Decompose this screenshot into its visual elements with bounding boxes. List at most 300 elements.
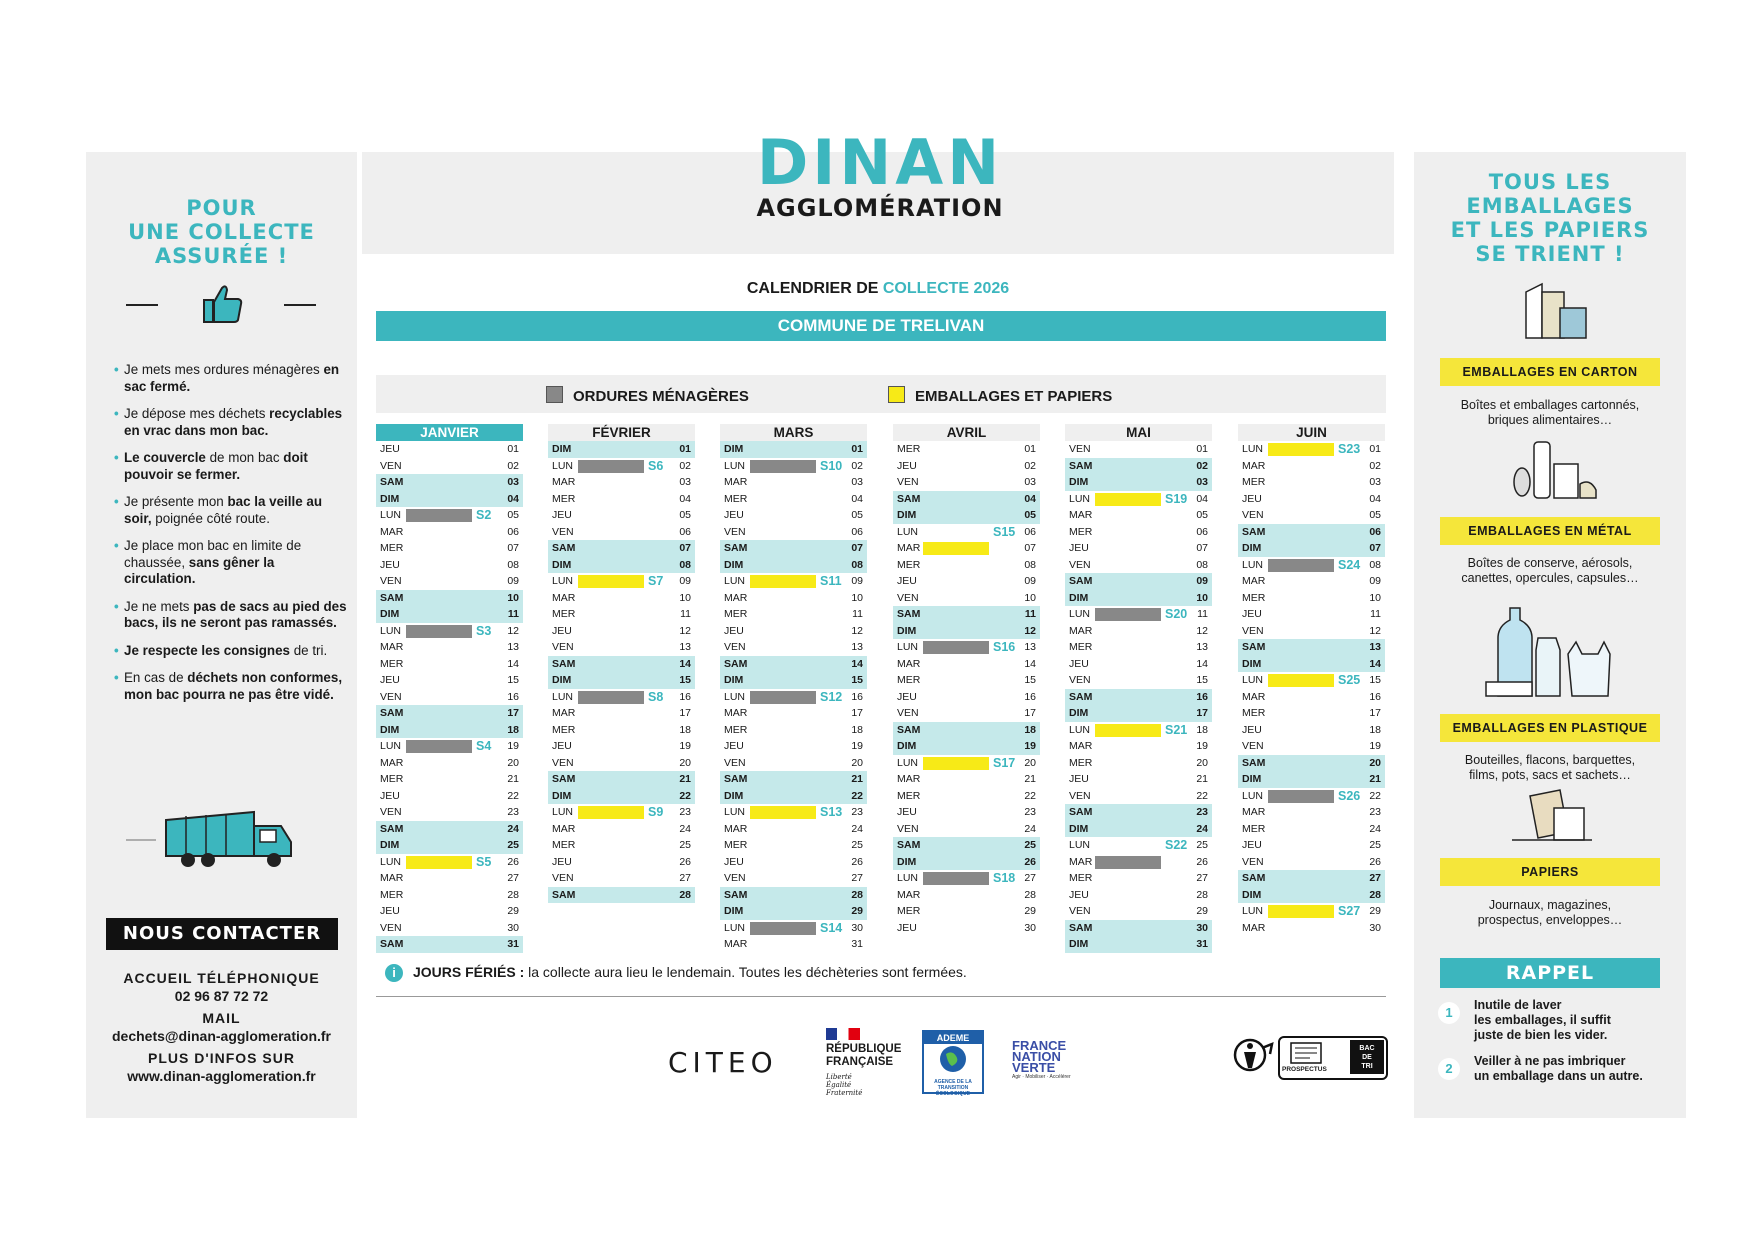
day-row xyxy=(893,788,1040,805)
day-row xyxy=(1065,524,1212,541)
day-number: 05 xyxy=(679,509,691,521)
day-number: 09 xyxy=(679,575,691,587)
day-number: 05 xyxy=(1196,509,1208,521)
day-number: 13 xyxy=(507,641,519,653)
day-name: LUN xyxy=(380,624,402,637)
week-label: S6 xyxy=(648,458,664,473)
day-row xyxy=(893,623,1040,640)
rule-item: • Je place mon bac en limite de chaussée, sans gêner la circulation. xyxy=(114,538,349,588)
info-tri-badge: PROSPECTUS BAC DE TRI xyxy=(1278,1036,1388,1080)
day-row xyxy=(376,837,523,854)
day-name: SAM xyxy=(1242,872,1266,884)
day-name: DIM xyxy=(1069,591,1089,604)
day-name: MAR xyxy=(897,542,921,554)
day-row xyxy=(1065,557,1212,574)
day-name: MER xyxy=(897,674,921,686)
day-row xyxy=(376,557,523,574)
day-name: MAR xyxy=(897,773,921,785)
day-row xyxy=(1065,623,1212,640)
day-number: 27 xyxy=(1024,872,1036,884)
holiday-notice: i JOURS FÉRIÉS : la collecte aura lieu le lendemain. Toutes les déchèteries sont fermées. xyxy=(385,964,967,982)
day-row xyxy=(893,557,1040,574)
thumbs-up-icon xyxy=(200,280,246,326)
day-name: DIM xyxy=(724,443,744,455)
day-number: 03 xyxy=(507,476,519,488)
day-name: MAR xyxy=(1242,806,1266,818)
day-number: 16 xyxy=(1024,690,1036,703)
day-row xyxy=(548,854,695,871)
day-row xyxy=(720,639,867,656)
week-label: S3 xyxy=(476,623,492,638)
day-row xyxy=(376,854,523,871)
week-label: S26 xyxy=(1338,788,1361,803)
day-number: 23 xyxy=(1369,806,1381,818)
day-name: LUN xyxy=(1242,443,1264,455)
day-number: 25 xyxy=(507,839,519,851)
day-name: MAR xyxy=(552,476,576,488)
day-name: LUN xyxy=(724,690,746,703)
day-name: SAM xyxy=(1242,641,1266,653)
dinan-logo: DINAN AGGLOMÉRATION xyxy=(756,126,1004,222)
day-name: MAR xyxy=(552,822,576,835)
day-name: MAR xyxy=(724,707,748,719)
day-number: 04 xyxy=(1196,492,1208,505)
day-row xyxy=(720,672,867,689)
day-name: JEU xyxy=(724,509,744,521)
day-number: 20 xyxy=(679,756,691,769)
day-name: SAM xyxy=(1069,921,1093,934)
day-number: 14 xyxy=(1369,657,1381,670)
day-name: LUN xyxy=(897,872,919,884)
day-name: JEU xyxy=(1069,657,1089,670)
day-number: 20 xyxy=(1024,756,1036,769)
day-row xyxy=(548,441,695,458)
rule-item: • Je présente mon bac la veille au soir, poignée côté route. xyxy=(114,494,349,527)
ordures-collection-marker xyxy=(406,509,472,522)
day-number: 12 xyxy=(679,624,691,637)
day-number: 31 xyxy=(507,938,519,950)
day-number: 19 xyxy=(507,740,519,752)
day-row xyxy=(1065,540,1212,557)
day-number: 21 xyxy=(507,773,519,785)
day-number: 08 xyxy=(1196,558,1208,571)
rule-item: • Le couvercle de mon bac doit pouvoir se fermer. xyxy=(114,450,349,483)
day-number: 30 xyxy=(1196,921,1208,934)
triman-icon xyxy=(1232,1038,1274,1072)
day-row xyxy=(548,458,695,475)
day-number: 10 xyxy=(679,591,691,604)
day-number: 07 xyxy=(1196,542,1208,554)
day-row xyxy=(720,458,867,475)
day-number: 02 xyxy=(851,459,863,472)
day-row xyxy=(1065,870,1212,887)
day-name: JEU xyxy=(724,855,744,868)
paper-description: Journaux, magazines, prospectus, enveloppes… xyxy=(1477,898,1623,927)
day-row xyxy=(376,639,523,656)
day-number: 13 xyxy=(1196,641,1208,653)
day-name: DIM xyxy=(1242,888,1262,901)
day-row xyxy=(893,920,1040,937)
day-row xyxy=(720,590,867,607)
day-number: 10 xyxy=(1196,591,1208,604)
day-name: MER xyxy=(1069,872,1093,884)
day-row xyxy=(376,738,523,755)
day-name: JEU xyxy=(724,624,744,637)
day-number: 08 xyxy=(1369,558,1381,571)
day-row xyxy=(1238,557,1385,574)
day-number: 18 xyxy=(851,723,863,736)
day-name: DIM xyxy=(552,674,572,686)
day-name: MAR xyxy=(1069,855,1093,868)
day-number: 06 xyxy=(507,525,519,538)
month-column xyxy=(1065,424,1212,953)
day-name: SAM xyxy=(724,773,748,785)
day-name: JEU xyxy=(1242,608,1262,620)
day-name: VEN xyxy=(1069,558,1091,571)
day-number: 03 xyxy=(851,476,863,488)
day-row xyxy=(376,491,523,508)
month-header[interactable]: JUIN xyxy=(1238,424,1385,441)
day-number: 27 xyxy=(679,872,691,884)
day-name: SAM xyxy=(380,707,404,719)
day-row xyxy=(1238,524,1385,541)
day-name: SAM xyxy=(380,938,404,950)
day-row xyxy=(376,524,523,541)
plastic-label: EMBALLAGES EN PLASTIQUE xyxy=(1440,714,1660,742)
day-name: DIM xyxy=(897,855,917,868)
day-number: 26 xyxy=(1196,855,1208,868)
paper-label: PAPIERS xyxy=(1440,858,1660,886)
month-header[interactable]: FÉVRIER xyxy=(548,424,695,441)
day-row xyxy=(1065,738,1212,755)
day-name: MER xyxy=(897,558,921,571)
citeo-logo: CITEO xyxy=(668,1046,778,1079)
day-row xyxy=(376,936,523,953)
day-name: MER xyxy=(1069,756,1093,769)
rappel-item-1: 1 Inutile de laver les emballages, il suffit juste de bien les vider. xyxy=(1438,998,1668,1043)
day-name: LUN xyxy=(1069,723,1091,736)
emballages-collection-marker xyxy=(750,575,816,588)
thumbs-up-divider xyxy=(126,280,316,330)
day-name: SAM xyxy=(552,888,576,901)
day-row xyxy=(720,821,867,838)
day-number: 24 xyxy=(679,822,691,835)
week-label: S7 xyxy=(648,574,664,588)
day-number: 02 xyxy=(1369,459,1381,472)
day-row xyxy=(548,540,695,557)
contact-banner: NOUS CONTACTER xyxy=(106,918,338,950)
day-name: LUN xyxy=(1242,789,1264,802)
month-header[interactable]: AVRIL xyxy=(893,424,1040,441)
emballages-collection-marker xyxy=(923,542,989,555)
day-row xyxy=(720,573,867,590)
ademe-logo: ADEME AGENCE DE LA TRANSITION ÉCOLOGIQUE xyxy=(922,1030,984,1094)
week-label: S24 xyxy=(1338,557,1361,572)
day-row xyxy=(1065,491,1212,508)
day-number: 10 xyxy=(1024,591,1036,604)
day-name: SAM xyxy=(724,542,748,554)
day-name: SAM xyxy=(552,773,576,785)
day-name: MER xyxy=(724,492,748,505)
day-number: 15 xyxy=(679,674,691,686)
day-name: MAR xyxy=(897,657,921,670)
day-name: LUN xyxy=(380,855,402,868)
day-name: MER xyxy=(724,608,748,620)
day-number: 21 xyxy=(1369,773,1381,785)
day-row xyxy=(548,738,695,755)
day-name: MER xyxy=(380,657,404,670)
day-name: MER xyxy=(380,542,404,554)
day-number: 16 xyxy=(851,690,863,703)
rappel-item-2: 2 Veiller à ne pas imbriquer un emballage dans un autre. xyxy=(1438,1054,1668,1084)
day-row xyxy=(1065,656,1212,673)
day-name: SAM xyxy=(897,608,921,620)
day-row xyxy=(893,672,1040,689)
month-column xyxy=(1238,424,1385,936)
carton-description: Boîtes et emballages cartonnés, briques alimentaires… xyxy=(1460,398,1640,427)
day-number: 04 xyxy=(1024,492,1036,505)
day-row xyxy=(893,804,1040,821)
right-info-panel xyxy=(1414,152,1686,1118)
day-row xyxy=(1065,606,1212,623)
day-number: 03 xyxy=(1369,476,1381,488)
day-name: VEN xyxy=(552,525,574,538)
day-number: 15 xyxy=(507,674,519,686)
day-number: 06 xyxy=(1024,525,1036,538)
day-row xyxy=(1065,837,1212,854)
day-row xyxy=(893,474,1040,491)
day-number: 05 xyxy=(851,509,863,521)
day-row xyxy=(720,656,867,673)
day-name: MAR xyxy=(1242,690,1266,703)
day-row xyxy=(1238,639,1385,656)
day-number: 26 xyxy=(851,855,863,868)
day-number: 14 xyxy=(679,657,691,670)
day-name: MER xyxy=(897,443,921,455)
day-number: 28 xyxy=(1024,888,1036,901)
day-number: 13 xyxy=(1024,641,1036,653)
day-name: VEN xyxy=(380,921,402,934)
month-header[interactable]: JANVIER xyxy=(376,424,523,441)
day-name: LUN xyxy=(724,806,746,818)
phone-number[interactable]: 02 96 87 72 72 xyxy=(174,988,269,1004)
day-name: SAM xyxy=(380,591,404,604)
month-header[interactable]: MARS xyxy=(720,424,867,441)
day-row xyxy=(376,540,523,557)
day-name: SAM xyxy=(552,657,576,670)
day-name: DIM xyxy=(552,443,572,455)
day-number: 31 xyxy=(851,938,863,950)
phone-label: ACCUEIL TÉLÉPHONIQUE xyxy=(123,970,320,986)
day-number: 28 xyxy=(679,888,691,901)
day-number: 10 xyxy=(851,591,863,604)
day-number: 04 xyxy=(507,492,519,505)
ordures-collection-marker xyxy=(750,460,816,473)
day-row xyxy=(1065,804,1212,821)
france-nation-verte-logo: FRANCE NATION VERTE Agir · Mobiliser · Accélérer xyxy=(1012,1038,1071,1080)
day-row xyxy=(1238,920,1385,937)
week-label: S13 xyxy=(820,805,843,819)
day-row xyxy=(1065,590,1212,607)
day-row xyxy=(720,755,867,772)
day-row xyxy=(893,887,1040,904)
day-name: SAM xyxy=(1069,459,1093,472)
day-name: MER xyxy=(1242,591,1266,604)
day-number: 14 xyxy=(507,657,519,670)
day-name: DIM xyxy=(380,839,400,851)
ordures-collection-marker xyxy=(578,460,644,473)
day-row xyxy=(548,623,695,640)
day-name: LUN xyxy=(1069,608,1091,620)
day-name: SAM xyxy=(1069,690,1093,703)
emballages-collection-marker xyxy=(406,856,472,869)
day-name: DIM xyxy=(552,789,572,802)
day-name: DIM xyxy=(724,558,744,571)
day-number: 26 xyxy=(1369,855,1381,868)
day-row xyxy=(893,540,1040,557)
emballages-collection-marker xyxy=(578,575,644,588)
day-name: SAM xyxy=(897,492,921,505)
day-row xyxy=(376,903,523,920)
day-number: 22 xyxy=(507,789,519,802)
day-row xyxy=(1238,870,1385,887)
day-number: 22 xyxy=(679,789,691,802)
plastic-packaging-icon xyxy=(1480,598,1620,702)
day-row xyxy=(1238,623,1385,640)
day-name: JEU xyxy=(552,740,572,752)
emballages-collection-marker xyxy=(1268,443,1334,456)
day-name: JEU xyxy=(380,905,400,917)
week-label: S11 xyxy=(820,574,842,588)
day-row xyxy=(1065,441,1212,458)
month-header[interactable]: MAI xyxy=(1065,424,1212,441)
website-link[interactable]: www.dinan-agglomeration.fr xyxy=(127,1068,316,1084)
week-label: S18 xyxy=(993,871,1016,885)
plastic-description: Bouteilles, flacons, barquettes, films, pots, sacs et sachets… xyxy=(1464,753,1636,782)
day-number: 27 xyxy=(507,872,519,884)
day-row xyxy=(548,755,695,772)
day-name: VEN xyxy=(1242,509,1264,521)
ordures-collection-marker xyxy=(578,691,644,704)
metal-description: Boîtes de conserve, aérosols, canettes, opercules, capsules… xyxy=(1461,556,1639,585)
day-row xyxy=(1065,854,1212,871)
day-row xyxy=(720,507,867,524)
day-number: 08 xyxy=(679,558,691,571)
ordures-collection-marker xyxy=(1095,856,1161,869)
day-number: 28 xyxy=(507,888,519,901)
legend-gray: ORDURES MÉNAGÈRES xyxy=(546,386,749,405)
day-row xyxy=(1065,936,1212,953)
day-row xyxy=(376,870,523,887)
day-name: VEN xyxy=(724,756,746,769)
right-panel-title: TOUS LES EMBALLAGES ET LES PAPIERS SE TRIENT ! xyxy=(1450,170,1650,266)
day-number: 19 xyxy=(679,740,691,752)
day-number: 23 xyxy=(679,806,691,818)
day-number: 05 xyxy=(1369,509,1381,521)
day-row xyxy=(893,854,1040,871)
day-row xyxy=(376,672,523,689)
day-row xyxy=(720,623,867,640)
day-name: MAR xyxy=(380,641,404,653)
day-name: JEU xyxy=(897,921,917,934)
day-name: VEN xyxy=(552,756,574,769)
week-label: S19 xyxy=(1165,491,1188,506)
day-name: LUN xyxy=(1242,905,1264,917)
day-number: 03 xyxy=(679,476,691,488)
day-number: 23 xyxy=(507,806,519,818)
yellow-swatch-icon xyxy=(888,386,905,403)
day-row xyxy=(376,474,523,491)
day-name: SAM xyxy=(1242,525,1266,538)
day-number: 15 xyxy=(1196,674,1208,686)
day-name: MAR xyxy=(380,872,404,884)
day-name: DIM xyxy=(552,558,572,571)
week-label: S5 xyxy=(476,854,492,869)
day-row xyxy=(376,788,523,805)
day-row xyxy=(1238,722,1385,739)
day-row xyxy=(548,804,695,821)
day-row xyxy=(893,755,1040,772)
day-name: MER xyxy=(552,723,576,736)
day-name: LUN xyxy=(897,525,919,538)
day-name: VEN xyxy=(897,707,919,719)
day-row xyxy=(1065,672,1212,689)
week-label: S27 xyxy=(1338,904,1361,918)
day-row xyxy=(720,722,867,739)
day-number: 29 xyxy=(1196,905,1208,917)
day-row xyxy=(720,870,867,887)
day-name: DIM xyxy=(380,608,400,620)
day-row xyxy=(376,606,523,623)
day-name: MAR xyxy=(724,476,748,488)
day-name: VEN xyxy=(1069,443,1091,455)
day-number: 26 xyxy=(1024,855,1036,868)
day-number: 27 xyxy=(851,872,863,884)
day-name: DIM xyxy=(724,789,744,802)
day-name: VEN xyxy=(380,690,402,703)
emballages-collection-marker xyxy=(1095,493,1161,506)
day-row xyxy=(1238,887,1385,904)
day-name: JEU xyxy=(1242,492,1262,505)
newspaper-icon xyxy=(1290,1042,1322,1064)
day-row xyxy=(1238,474,1385,491)
day-number: 06 xyxy=(851,525,863,538)
day-row xyxy=(1065,639,1212,656)
day-row xyxy=(548,474,695,491)
day-row xyxy=(1238,854,1385,871)
day-row xyxy=(548,837,695,854)
day-number: 17 xyxy=(1196,707,1208,719)
carton-packaging-icon xyxy=(1520,278,1590,342)
day-number: 18 xyxy=(679,723,691,736)
day-name: MER xyxy=(724,839,748,851)
day-row xyxy=(893,870,1040,887)
day-row xyxy=(1065,755,1212,772)
day-number: 23 xyxy=(1024,806,1036,818)
day-row xyxy=(1065,474,1212,491)
ordures-collection-marker xyxy=(1268,559,1334,572)
day-name: JEU xyxy=(380,443,400,455)
day-number: 17 xyxy=(507,707,519,719)
mail-address[interactable]: dechets@dinan-agglomeration.fr xyxy=(111,1028,331,1044)
day-number: 22 xyxy=(851,789,863,802)
day-row xyxy=(893,837,1040,854)
day-name: VEN xyxy=(380,575,402,587)
month-column xyxy=(720,424,867,953)
recycling-bin-icon: BAC DE TRI xyxy=(1350,1040,1384,1074)
day-row xyxy=(720,524,867,541)
day-row xyxy=(1238,788,1385,805)
